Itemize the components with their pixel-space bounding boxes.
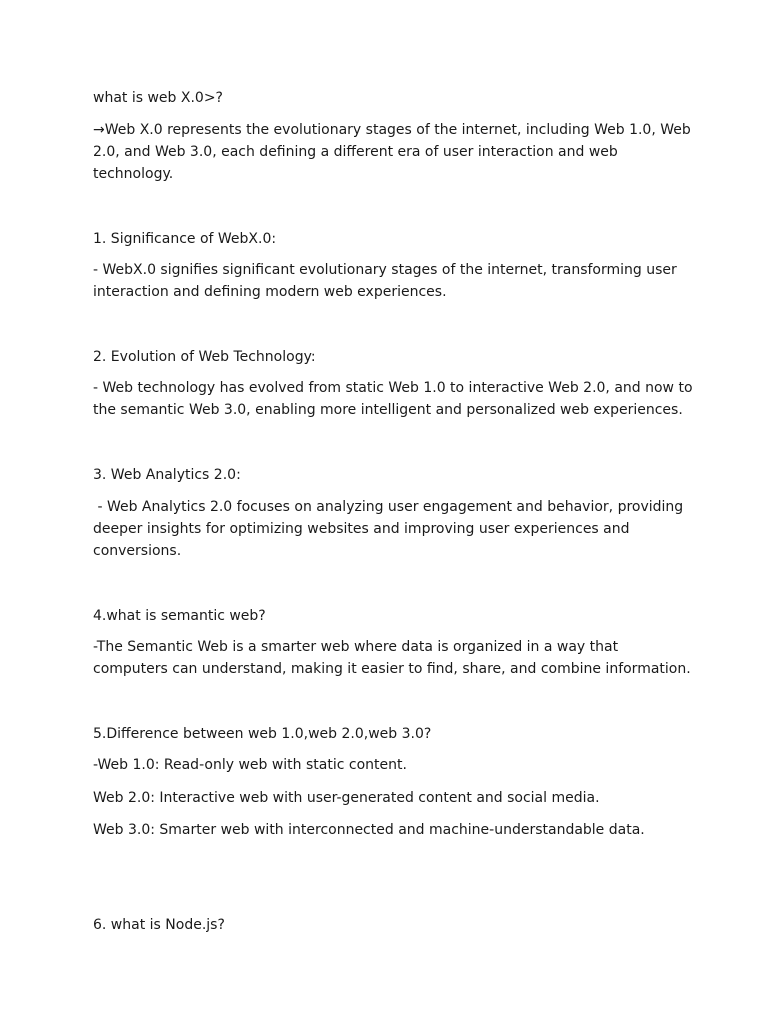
q0-answer-line-2: 2.0, and Web 3.0, each defining a different era of user interaction and web — [93, 144, 618, 160]
section-1-heading: 1. Significance of WebX.0: — [93, 231, 277, 247]
section-5-web2: Web 2.0: Interactive web with user-generated content and social media. — [93, 790, 600, 806]
section-2-line-1: - Web technology has evolved from static Web 1.0 to interactive Web 2.0, and now to — [93, 380, 693, 396]
arrow-right-icon: → — [93, 122, 105, 138]
q0-answer-line-1: →Web X.0 represents the evolutionary stages of the internet, including Web 1.0, Web — [93, 122, 691, 138]
section-6-heading: 6. what is Node.js? — [93, 917, 225, 933]
section-1-body — [93, 259, 683, 303]
section-4-line-2: computers can understand, making it easier to find, share, and combine information. — [93, 661, 691, 677]
section-2-heading: 2. Evolution of Web Technology: — [93, 349, 316, 365]
section-3-line-2: deeper insights for optimizing websites and improving user experiences and — [93, 521, 630, 537]
section-2-body — [93, 377, 693, 421]
q0-answer — [93, 119, 691, 185]
section-1-line-1: - WebX.0 signifies significant evolutionary stages of the internet, transforming user — [93, 262, 677, 278]
section-4-line-1: -The Semantic Web is a smarter web where data is organized in a way that — [93, 639, 619, 655]
q0-answer-line-3: technology. — [93, 166, 174, 182]
section-2-line-2: the semantic Web 3.0, enabling more intelligent and personalized web experiences. — [93, 402, 683, 418]
section-5-web3: Web 3.0: Smarter web with interconnected and machine-understandable data. — [93, 822, 645, 838]
section-4-body — [93, 636, 691, 680]
section-3-body — [93, 496, 683, 562]
section-5-heading: 5.Difference between web 1.0,web 2.0,web 3.0? — [93, 726, 432, 742]
section-4-heading: 4.what is semantic web? — [93, 608, 266, 624]
section-3-line-1: - Web Analytics 2.0 focuses on analyzing user engagement and behavior, providing — [93, 499, 684, 515]
section-3-line-3: conversions. — [93, 543, 182, 559]
q0-title: what is web X.0>? — [93, 90, 223, 106]
section-1-line-2: interaction and defining modern web experiences. — [93, 284, 447, 300]
section-5-web1: -Web 1.0: Read-only web with static content. — [93, 757, 407, 773]
section-3-heading: 3. Web Analytics 2.0: — [93, 467, 241, 483]
